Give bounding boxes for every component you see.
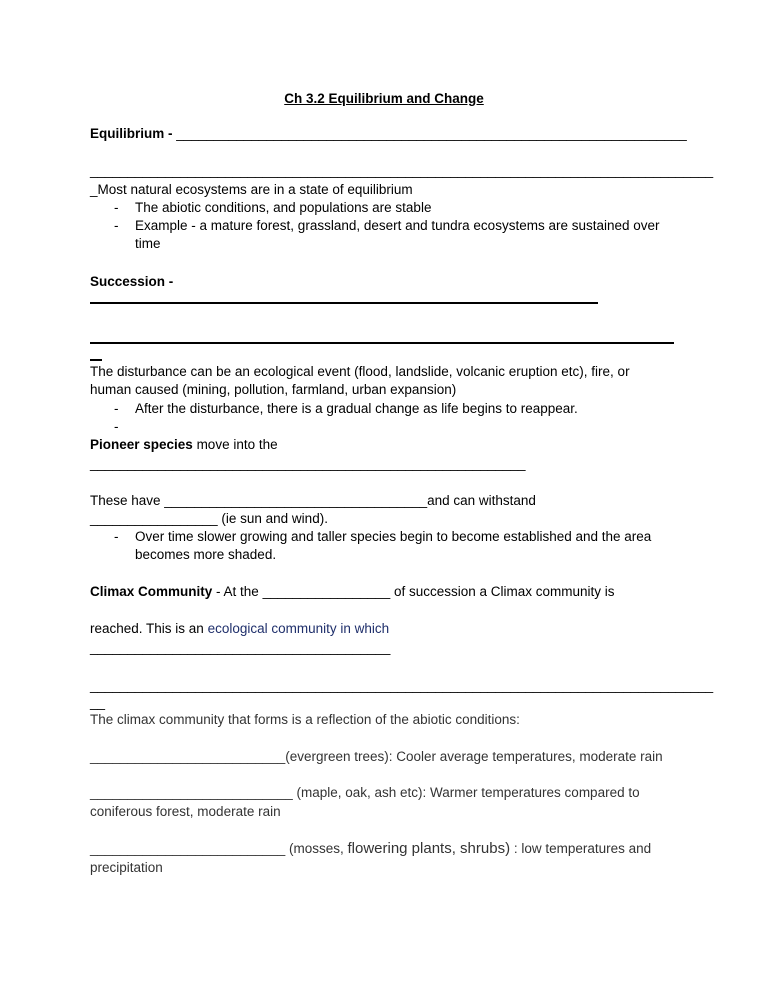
item-2-blank: ___________________________	[90, 785, 293, 800]
succession-para-2: human caused (mining, pollution, farmland, urban expansion)	[90, 382, 457, 397]
item-3-blank: __________________________	[90, 841, 286, 856]
these-have-text: These have	[90, 493, 165, 508]
climax-reached-text: reached. This is an	[90, 621, 208, 636]
withstand-blank: _________________	[90, 511, 218, 526]
climax-label: Climax Community	[90, 584, 213, 599]
item-3-text-b: flowering plants, shrubs)	[347, 840, 511, 857]
climax-text-b: of succession a Climax community is	[390, 584, 615, 599]
bullet-dash: -	[114, 529, 119, 544]
equilibrium-heading	[90, 125, 687, 143]
succession-bullet-2: Over time slower growing and taller species begin to become established and the area becomes more shaded.	[135, 529, 652, 562]
bullet-dash: -	[114, 419, 119, 434]
climax-blank-stub: __	[90, 695, 106, 710]
withstand-text: and can withstand	[427, 493, 536, 508]
item-2-text: (maple, oak, ash etc): Warmer temperatures compared to	[292, 785, 640, 800]
climax-blank: _________________	[262, 584, 391, 599]
climax-item-1	[90, 748, 663, 766]
pioneer-species-text: move into the	[192, 437, 278, 452]
climax-item-2	[90, 784, 640, 802]
succession-blank-line-3	[90, 359, 102, 361]
succession-blank-line-1	[90, 302, 598, 304]
equilibrium-lead: _Most natural ecosystems are in a state of equilibrium	[90, 182, 413, 197]
bullet-dash: -	[114, 401, 119, 416]
equilibrium-blank: ____________________________________________________________________	[176, 126, 687, 141]
sun-wind-text: (ie sun and wind).	[217, 511, 328, 526]
bullet-dash: -	[114, 200, 119, 215]
item-3-text-c: : low temperatures and	[510, 841, 652, 856]
ecological-community-text: ecological community in which	[207, 621, 390, 636]
these-have-blank: ___________________________________	[164, 493, 428, 508]
these-have-line	[90, 492, 536, 510]
succession-bullet-1: After the disturbance, there is a gradual change as life begins to reappear.	[135, 401, 578, 416]
page-title: Ch 3.2 Equilibrium and Change	[284, 91, 484, 106]
climax-text-a: - At the	[212, 584, 263, 599]
succession-blank-line-2	[90, 342, 674, 344]
equilibrium-blank-line: ___________________________________________________________________________________	[90, 163, 714, 178]
climax-item-2-cont: coniferous forest, moderate rain	[90, 804, 281, 819]
item-1-text: (evergreen trees): Cooler average temperatures, moderate rain	[285, 749, 663, 764]
climax-reflection: The climax community that forms is a reflection of the abiotic conditions:	[90, 712, 520, 727]
climax-line-2	[90, 620, 389, 638]
equilibrium-bullet-2: Example - a mature forest, grassland, desert and tundra ecosystems are sustained over time	[135, 218, 660, 251]
climax-line-1	[90, 583, 615, 601]
climax-item-3	[90, 840, 651, 858]
equilibrium-bullet-1: The abiotic conditions, and populations are stable	[135, 200, 432, 215]
pioneer-blank: __________________________________________________________	[90, 456, 526, 471]
bullet-dash: -	[114, 218, 119, 233]
climax-blank-short: ________________________________________	[90, 640, 391, 655]
climax-blank-long: ___________________________________________________________________________________	[90, 678, 714, 693]
succession-label: Succession -	[90, 274, 174, 289]
withstand-line	[90, 510, 328, 528]
equilibrium-label: Equilibrium -	[90, 126, 173, 141]
pioneer-species-term: Pioneer species	[90, 437, 193, 452]
item-1-blank: __________________________	[90, 749, 286, 764]
climax-item-3-cont: precipitation	[90, 860, 163, 875]
item-3-text-a: (mosses,	[285, 841, 348, 856]
pioneer-species-line	[90, 436, 278, 454]
succession-para-1: The disturbance can be an ecological event (flood, landslide, volcanic eruption etc), fire, or	[90, 364, 630, 379]
